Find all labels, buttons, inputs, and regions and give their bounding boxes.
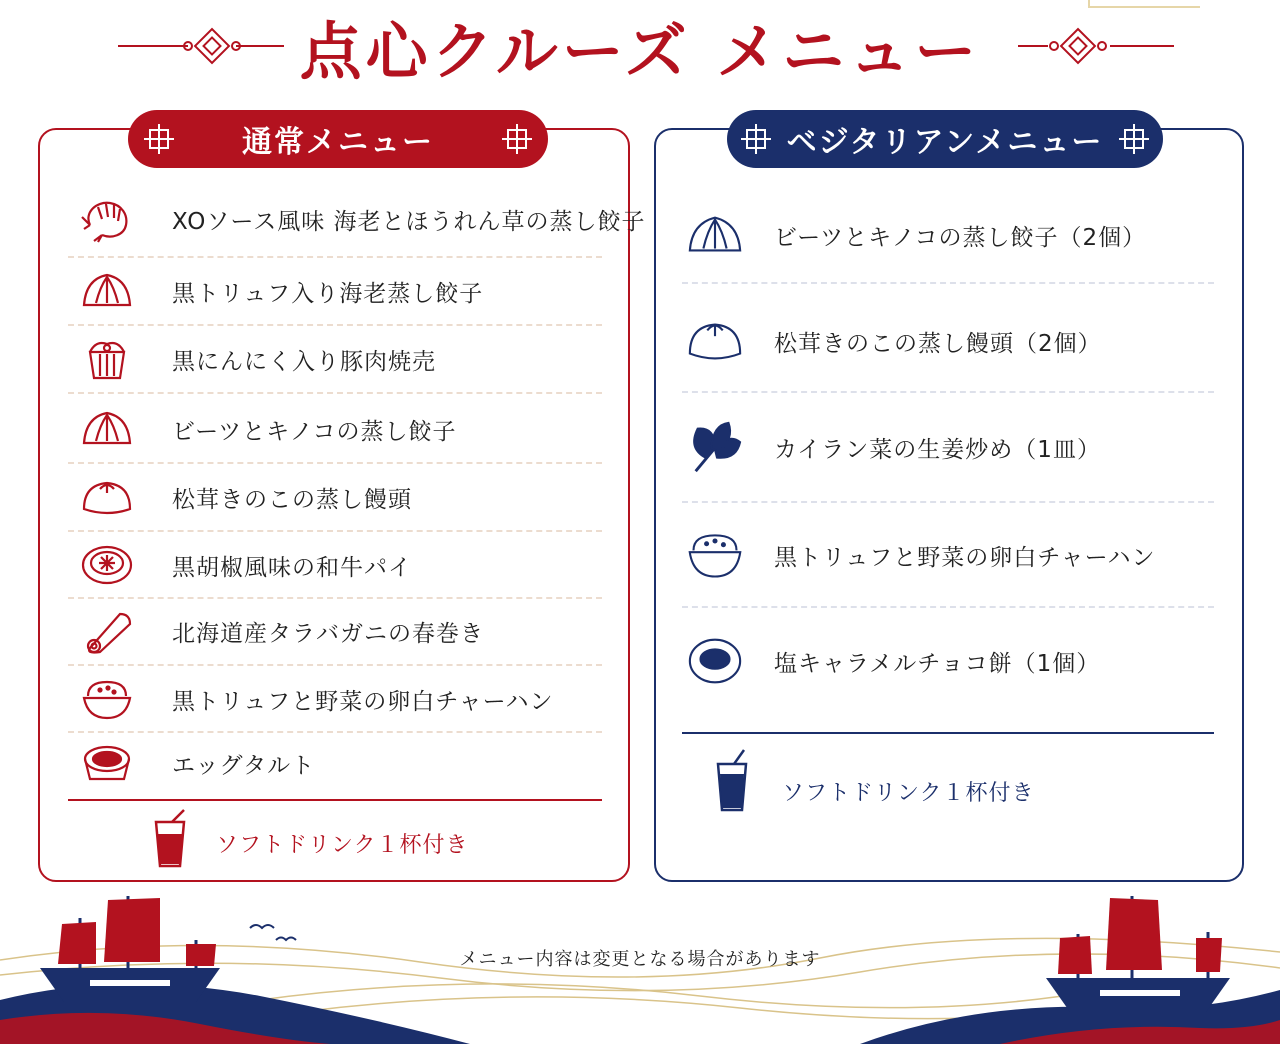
divider (68, 324, 602, 326)
menu-item-label: 北海道産タラバガニの春巻き (172, 620, 484, 647)
menu-item-label: 黒胡椒風味の和牛パイ (172, 554, 412, 581)
list-item (78, 266, 483, 316)
rice-bowl-icon (686, 530, 744, 580)
list-item (78, 472, 412, 522)
list-item (78, 404, 457, 454)
knot-icon (142, 122, 176, 156)
list-item (78, 540, 412, 590)
menu-item-label: エッグタルト (172, 752, 316, 779)
page-title: 点心クルーズ メニュー (299, 15, 981, 88)
dumpling-icon (78, 404, 136, 454)
regular-menu-heading: 通常メニュー (242, 125, 434, 160)
divider (682, 391, 1214, 393)
divider (682, 282, 1214, 284)
menu-item-label: 塩キャラメルチョコ餅（1個） (774, 650, 1101, 677)
divider (68, 392, 602, 394)
drink-divider (682, 732, 1214, 734)
list-item (78, 334, 436, 384)
list-item (686, 316, 1102, 366)
list-item (686, 422, 1101, 472)
egg-tart-icon (78, 738, 136, 788)
bun-icon (78, 472, 136, 522)
list-item (686, 530, 1155, 580)
pie-icon (78, 540, 136, 590)
soft-drink-icon (150, 808, 190, 870)
divider (68, 462, 602, 464)
corner-frame (1088, 0, 1200, 8)
menu-item-label: 黒トリュフと野菜の卵白チャーハン (774, 544, 1156, 571)
vegetarian-drink-note: ソフトドリンク１杯付き (782, 781, 1035, 806)
left-wave (0, 984, 470, 1044)
right-wave-red (1000, 1020, 1280, 1044)
menu-item-label: ビーツとキノコの蒸し餃子 (172, 418, 457, 445)
seagull-icon (250, 925, 296, 940)
vegetarian-menu-heading: ベジタリアンメニュー (786, 125, 1104, 160)
list-item (78, 194, 646, 244)
knot-icon (500, 122, 534, 156)
list-item (78, 674, 553, 724)
list-item (78, 606, 484, 656)
vegetarian-menu-heading-pill (727, 110, 1163, 168)
regular-menu-heading-pill (128, 110, 548, 168)
menu-item-label: ビーツとキノコの蒸し餃子（2個） (774, 224, 1147, 251)
right-wave (860, 990, 1280, 1044)
divider (68, 256, 602, 258)
menu-item-label: 松茸きのこの蒸し饅頭 (172, 486, 412, 513)
divider (682, 501, 1214, 503)
divider (68, 731, 602, 733)
knot-icon (739, 122, 773, 156)
shrimp-icon (78, 194, 136, 244)
divider (68, 664, 602, 666)
soft-drink-icon (712, 748, 752, 814)
spring-roll-icon (78, 606, 136, 656)
list-item (686, 210, 1146, 260)
drink-divider (68, 799, 602, 801)
divider (68, 597, 602, 599)
dumpling-icon (78, 266, 136, 316)
rice-bowl-icon (78, 674, 136, 724)
menu-item-label: 黒トリュフ入り海老蒸し餃子 (172, 280, 484, 307)
menu-item-label: カイラン菜の生姜炒め（1皿） (774, 436, 1101, 463)
menu-item-label: XOソース風味 海老とほうれん草の蒸し餃子 (172, 208, 646, 235)
menu-item-label: 黒にんにく入り豚肉焼売 (172, 348, 436, 375)
left-wave-red (0, 1013, 330, 1044)
menu-item-label: 松茸きのこの蒸し饅頭（2個） (774, 330, 1102, 357)
bun-icon (686, 316, 744, 366)
list-item (686, 636, 1100, 686)
mochi-icon (686, 636, 744, 686)
divider (682, 606, 1214, 608)
footer-note: メニュー内容は変更となる場合があります (459, 949, 821, 970)
shumai-icon (78, 334, 136, 384)
regular-drink-note: ソフトドリンク１杯付き (216, 833, 469, 858)
divider (68, 530, 602, 532)
list-item (78, 738, 315, 788)
menu-item-label: 黒トリュフと野菜の卵白チャーハン (172, 688, 554, 715)
greens-icon (686, 422, 744, 472)
knot-icon (1117, 122, 1151, 156)
title-row (0, 0, 1280, 90)
dumpling-icon (686, 210, 744, 260)
